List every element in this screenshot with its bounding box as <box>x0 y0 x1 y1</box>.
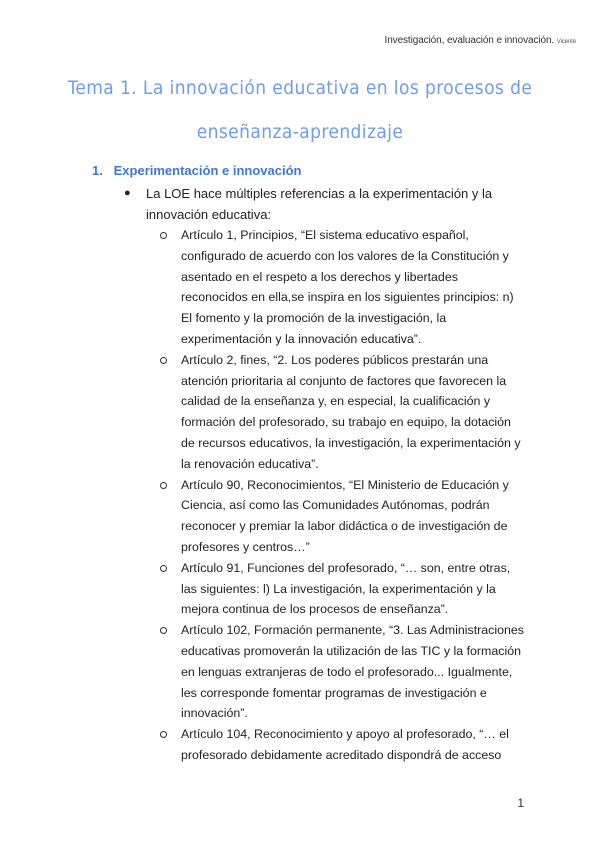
circle-bullet-icon <box>160 565 167 572</box>
page-header <box>385 35 576 46</box>
list-item <box>181 350 526 475</box>
document-title-line-2: enseñanza-aprendizaje <box>196 121 404 143</box>
section-number: 1. <box>92 163 103 178</box>
article-text: Artículo 90, Reconocimientos, “El Ministerio de Educación y Ciencia, así como las Comunidades Autónomas, podrán reconocer y premiar la labor didáctica o de investigación de profesores y centros…” <box>181 477 509 554</box>
header-author: Vicente <box>556 39 576 45</box>
section-title: Experimentación e innovación <box>113 163 302 178</box>
header-text: Investigación, evaluación e innovación. <box>384 35 555 46</box>
article-text: Artículo 102, Formación permanente, “3. Las Administraciones educativas promoverán la utilización de las TIC y la formación en lenguas extranjeras de todo el profesorado... Igualmente, les corresponde fomentar programas de investigación e innovación”. <box>181 623 524 721</box>
circle-bullet-icon <box>160 731 167 738</box>
circle-bullet-icon <box>160 232 167 239</box>
list-item <box>181 558 526 620</box>
circle-bullet-icon <box>160 627 167 634</box>
article-text: Artículo 2, fines, “2. Los poderes públicos prestarán una atención prioritaria al conjunto de factores que favorecen la calidad de la enseñanza y, en especial, la cualificación y formación del profesorado, su trabajo en equipo, la dotación de recursos educativos, la investigación, la experimentación y la renovación educativa”. <box>181 352 521 471</box>
list-item <box>181 724 526 766</box>
bullet-dot-icon: ● <box>124 187 131 199</box>
bullet-text: La LOE hace múltiples referencias a la experimentación y la innovación educativa: <box>146 186 493 222</box>
circle-bullet-icon <box>160 482 167 489</box>
article-text: Artículo 104, Reconocimiento y apoyo al profesorado, “… el profesorado debidamente acreditado dispondrá de acceso <box>181 727 509 762</box>
list-item <box>181 225 526 350</box>
article-text: Artículo 1, Principios, “El sistema educativo español, configurado de acuerdo con los valores de la Constitución y asentado en el respeto a los derechos y libertades reconocidos en ella,se inspira en los siguientes principios: n) El fomento y la promoción de la investigación, la experimentación y la innovación educativa”. <box>181 228 514 346</box>
articles-list <box>181 225 526 766</box>
section-heading <box>92 163 301 178</box>
page-number: 1 <box>517 796 524 810</box>
circle-bullet-icon <box>160 357 167 364</box>
document-title-line-1: Tema 1. La innovación educativa en los procesos de <box>67 77 533 99</box>
list-item <box>181 620 526 724</box>
article-text: Artículo 91, Funciones del profesorado, “… son, entre otras, las siguientes: l) La investigación, la experimentación y la mejora continua de los procesos de enseñanza”. <box>181 560 511 617</box>
list-item <box>181 475 526 558</box>
